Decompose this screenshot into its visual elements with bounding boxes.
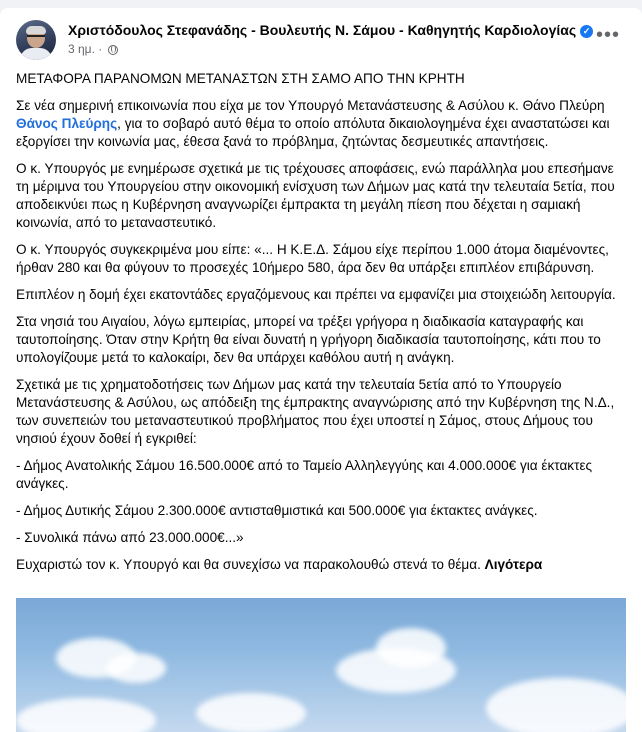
paragraph-5: Στα νησιά του Αιγαίου, λόγω εμπειρίας, μπορεί να τρέξει γρήγορα η διαδικασία καταγραφής και ταυτοποίησης. Όταν στην Κρήτη θα είναι δυνατή η γρήγορη διαδικασία ταυτοποίησης, κάτι που το υπολογίζουμε μετά το καλοκαίρι, δεν θα υπάρχει καθόλου αυτή η ανάγκη. — [16, 314, 601, 365]
paragraph-1 — [16, 97, 621, 151]
globe-icon — [108, 45, 118, 55]
author-name-line — [68, 22, 593, 38]
cloud-shape — [16, 698, 156, 732]
paragraph-7: - Δήμος Ανατολικής Σάμου 16.500.000€ από το Ταμείο Αλληλεγγύης και 4.000.000€ για έκτακτες ανάγκες. — [16, 458, 593, 491]
mention-link[interactable]: Θάνος Πλεύρης — [16, 116, 118, 131]
post-timestamp[interactable]: 3 ημ. — [68, 42, 95, 56]
see-less-link[interactable]: Λιγότερα — [484, 557, 543, 572]
verified-badge-icon: ✓ — [580, 25, 593, 38]
author-avatar[interactable] — [16, 20, 56, 60]
cloud-shape — [196, 693, 306, 732]
post-title: ΜΕΤΑΦΟΡΑ ΠΑΡΑΝΟΜΩΝ ΜΕΤΑΝΑΣΤΩΝ ΣΤΗ ΣΑΜΟ ΑΠΟ ΤΗΝ ΚΡΗΤΗ — [16, 71, 465, 86]
more-options-button[interactable]: ••• — [595, 24, 620, 46]
paragraph-1-start: Σε νέα σημερινή επικοινωνία που είχα με τον Υπουργό Μετανάστευσης & Ασύλου κ. Θάνο Πλεύρη — [16, 98, 605, 113]
paragraph-3: Ο κ. Υπουργός συγκεκριμένα μου είπε: «... Η Κ.Ε.Δ. Σάμου είχε περίπου 1.000 άτομα διαμένοντες, ήρθαν 280 και θα φύγουν το προσεχές 10ήμερο 580, άρα δεν θα υπάρξει επιπλέον επιβάρυνση. — [16, 242, 609, 275]
cloud-shape — [376, 628, 446, 668]
cloud-shape — [106, 653, 166, 683]
paragraph-10 — [16, 556, 621, 574]
post-header — [16, 20, 626, 64]
paragraph-10-text: Ευχαριστώ τον κ. Υπουργό και θα συνεχίσω να παρακολουθώ στενά το θέμα. — [16, 557, 485, 572]
post-meta — [68, 42, 118, 56]
post-card — [0, 8, 642, 732]
post-text — [16, 70, 621, 583]
avatar-hair — [26, 26, 46, 34]
paragraph-4: Επιπλέον η δομή έχει εκατοντάδες εργαζόμενους και πρέπει να εμφανίζει μια στοιχειώδη λειτουργία. — [16, 287, 616, 302]
paragraph-8: - Δήμος Δυτικής Σάμου 2.300.000€ αντισταθμιστικά και 500.000€ για έκτακτες ανάγκες. — [16, 503, 538, 518]
avatar-glasses — [27, 35, 45, 42]
paragraph-9: - Συνολικά πάνω από 23.000.000€...» — [16, 530, 244, 545]
avatar-shirt — [20, 48, 52, 60]
paragraph-1-end: , για το σοβαρό αυτό θέμα το οποίο απόλυτα δικαιολογημένα έχει αναστατώσει και εξοργίσει την κοινωνία μας, έθεσα ξανά το πρόβλημα, ζητώντας δεσμευτικές απαντήσεις. — [16, 116, 610, 149]
meta-separator: · — [98, 42, 103, 56]
author-name[interactable]: Χριστόδουλος Στεφανάδης - Βουλευτής Ν. Σάμου - Καθηγητής Καρδιολογίας — [68, 22, 577, 38]
paragraph-2: Ο κ. Υπουργός με ενημέρωσε σχετικά με τις τρέχουσες αποφάσεις, ενώ παράλληλα μου επεσήμανε τη μέριμνα του Υπουργείου στην οικονομική ενίσχυση των Δήμων μας κατά την τελευταία 5ετία, που αποδεικνύει πως η Κυβέρνηση αναγνωρίζει έμπρακτα τη μεγάλη πίεση που δέχεται η σαμιακή κοινωνία, από το μεταναστευτικό. — [16, 161, 615, 230]
post-photo[interactable] — [16, 598, 626, 732]
paragraph-6: Σχετικά με τις χρηματοδοτήσεις των Δήμων μας κατά την τελευταία 5ετία από το Υπουργείο Μετανάστευσης & Ασύλου, ως απόδειξη της έμπρακτης αναγνώρισης από την Κυβέρνηση της Ν.Δ., των συνεπειών του μεταναστευτικού προβλήματος που έχει υποστεί η Σάμος, στους Δήμους του νησιού έχουν δοθεί ή εγκριθεί: — [16, 377, 615, 446]
cloud-shape — [486, 678, 626, 732]
